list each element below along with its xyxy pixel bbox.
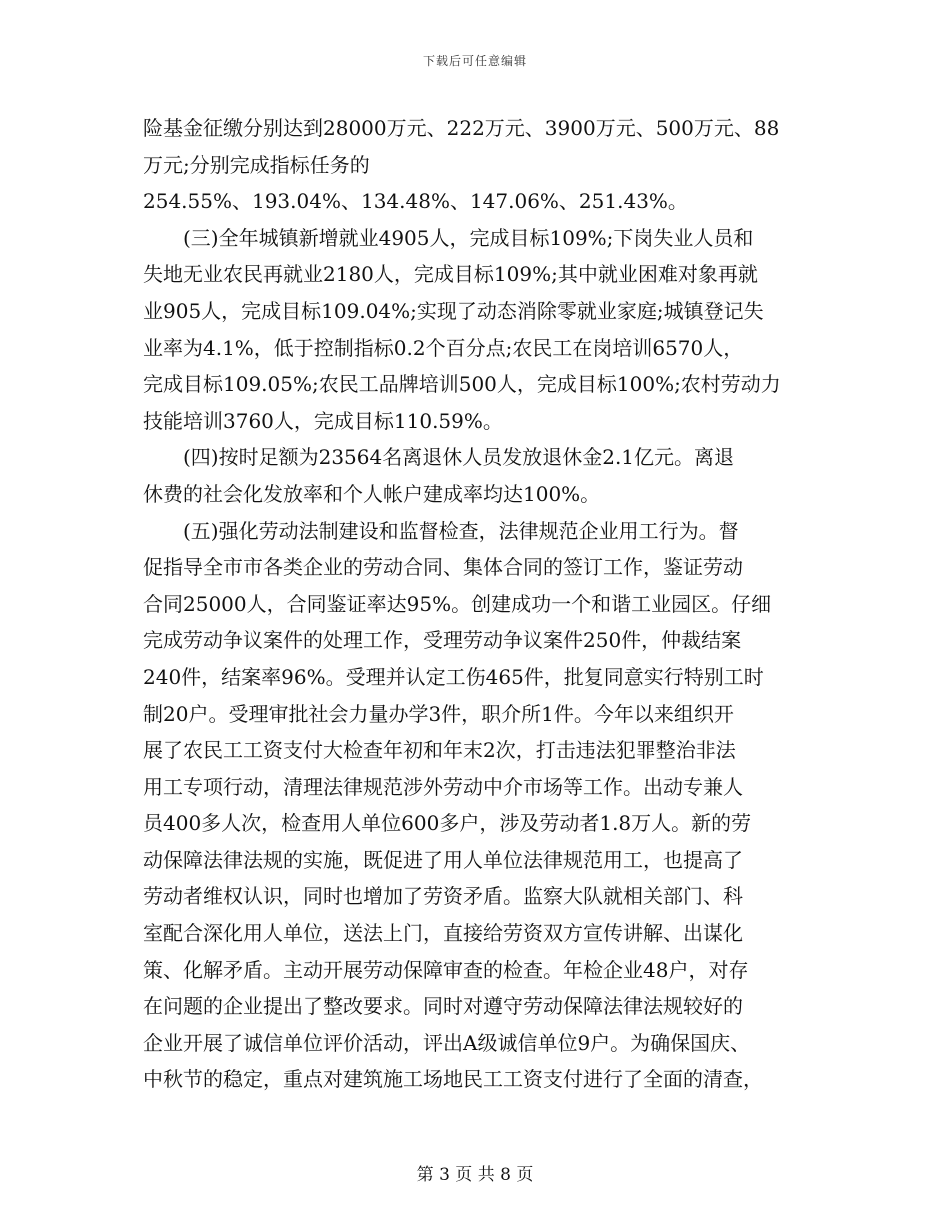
body-line: 在问题的企业提出了整改要求。同时对遵守劳动保障法律法规较好的 [143,994,743,1019]
body-line: 策、化解矛盾。主动开展劳动保障审查的检查。年检企业48户，对存 [143,957,749,982]
body-line: 240件，结案率96%。受理并认定工伤465件，批复同意实行特别工时 [143,664,764,689]
body-line: 万元;分别完成指标任务的 [143,152,370,177]
body-line: 休费的社会化发放率和个人帐户建成率均达100%。 [143,481,601,506]
body-line: 254.55%、193.04%、134.48%、147.06%、251.43%。 [143,189,688,214]
body-line: 险基金征缴分别达到28000万元、222万元、3900万元、500万元、88 [143,116,780,140]
page-number-footer: 第 3 页 共 8 页 [416,1165,534,1185]
body-line: (三)全年城镇新增就业4905人，完成目标109%;下岗失业人员和 [143,225,754,250]
body-line: 合同25000人，合同鉴证率达95%。创建成功一个和谐工业园区。仔细 [143,591,772,616]
body-line: 动保障法律法规的实施，既促进了用人单位法律规范用工，也提高了 [143,847,743,872]
body-line: 室配合深化用人单位，送法上门，直接给劳资双方宣传讲解、出谋化 [143,921,743,946]
body-line: 展了农民工工资支付大检查年初和年末2次，打击违法犯罪整治非法 [143,738,736,763]
body-line: 技能培训3760人，完成目标110.59%。 [143,408,503,433]
body-line: 完成目标109.05%;农民工品牌培训500人，完成目标100%;农村劳动力 [143,372,781,397]
body-line: 业率为4.1%，低于控制指标0.2个百分点;农民工在岗培训6570人， [143,335,744,360]
header-note: 下载后可任意编辑 [422,54,527,68]
body-line: 员400多人次，检查用人单位600多户，涉及劳动者1.8万人。新的劳 [143,811,752,836]
body-line: 中秋节的稳定，重点对建筑施工场地民工工资支付进行了全面的清查， [143,1067,763,1092]
document-body [143,110,807,1098]
body-line: 完成劳动争议案件的处理工作，受理劳动争议案件250件，仲裁结案 [143,628,742,653]
body-line: 企业开展了诚信单位评价活动，评出A级诚信单位9户。为确保国庆、 [143,1030,751,1055]
body-line: (五)强化劳动法制建设和监督检查，法律规范企业用工行为。督 [143,518,739,543]
body-line: 用工专项行动，清理法律规范涉外劳动中介市场等工作。出动专兼人 [143,774,743,799]
body-line: 促指导全市市各类企业的劳动合同、集体合同的签订工作，鉴证劳动 [143,555,743,580]
body-line: 业905人，完成目标109.04%;实现了动态消除零就业家庭;城镇登记失 [143,298,764,323]
body-line: (四)按时足额为23564名离退休人员发放退休金2.1亿元。离退 [143,445,735,470]
body-line: 制20户。受理审批社会力量办学3件，职介所1件。今年以来组织开 [143,701,734,726]
body-line: 劳动者维权认识，同时也增加了劳资矛盾。监察大队就相关部门、科 [143,884,743,909]
body-line: 失地无业农民再就业2180人，完成目标109%;其中就业困难对象再就 [143,262,758,287]
